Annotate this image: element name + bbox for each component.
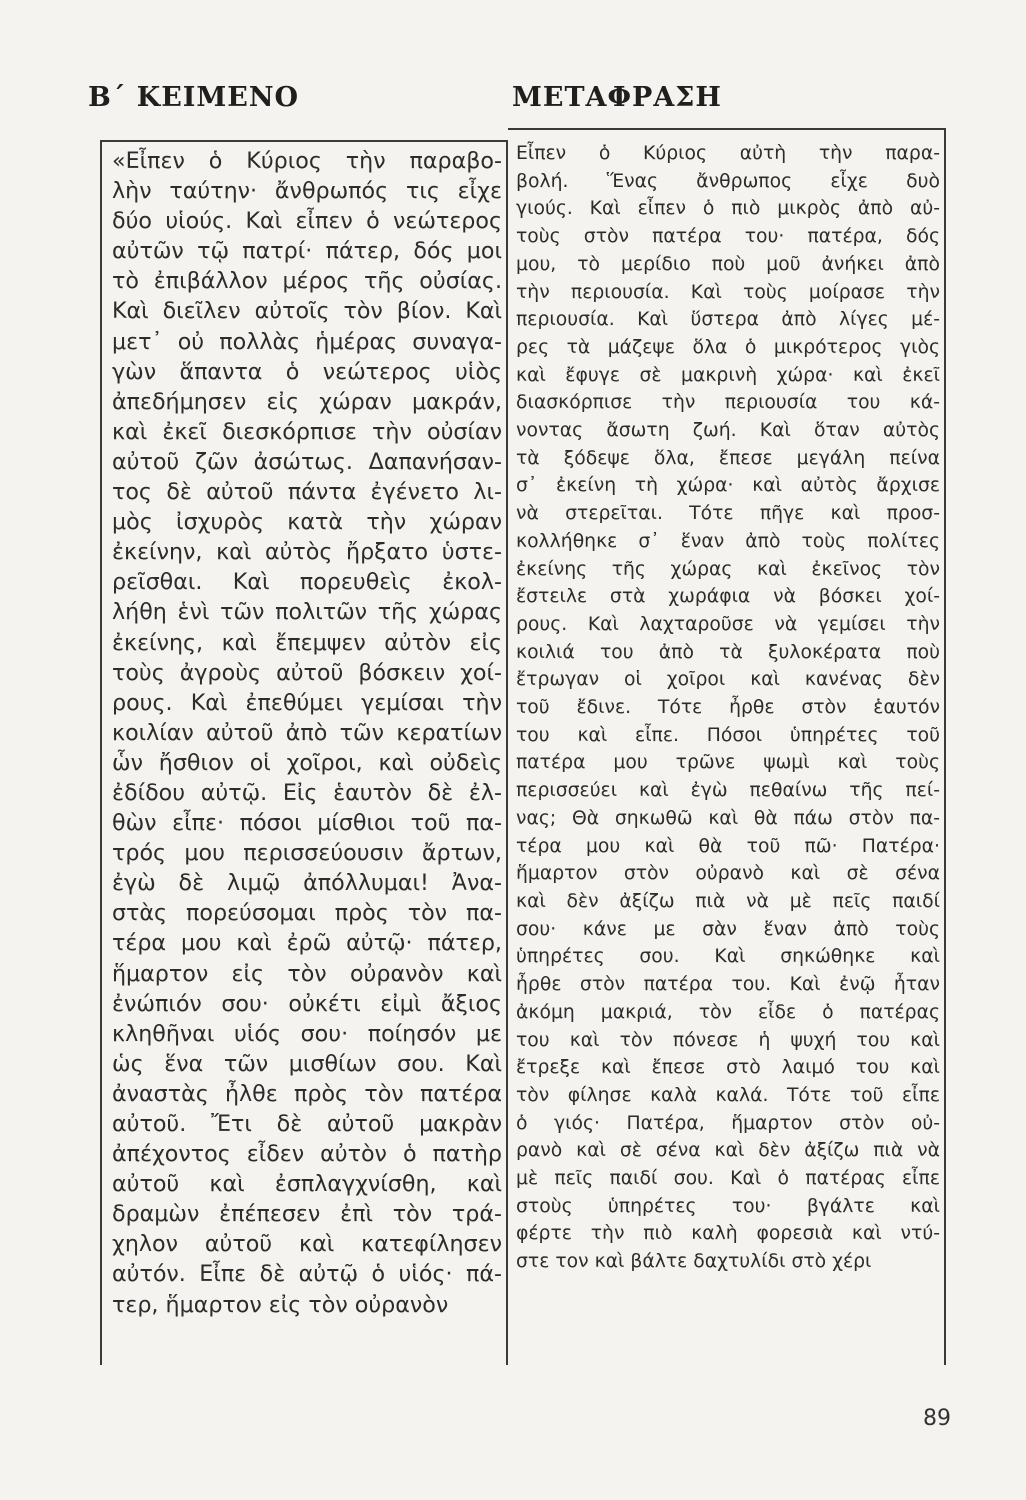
translation-line: φέρτε τὴν πιὸ καλὴ φορεσιὰ καὶ ντύ- bbox=[516, 1223, 940, 1245]
translation-line: σου· κάνε με σὰν ἕναν ἀπὸ τοὺς bbox=[516, 918, 940, 940]
original-text-line: Καὶ διεῖλεν αὐτοῖς τὸν βίον. Καὶ bbox=[112, 298, 502, 325]
original-text-line: λὴν ταύτην· ἄνθρωπός τις εἶχε bbox=[112, 178, 502, 205]
original-text-line: ἀπέχοντος εἶδεν αὐτὸν ὁ πατὴρ bbox=[112, 1141, 502, 1168]
original-text-line: αὐτοῦ καὶ ἐσπλαγχνίσθη, καὶ bbox=[112, 1171, 502, 1198]
translation-line: ὁ γιός· Πατέρα, ἥμαρτον στὸν οὐ- bbox=[516, 1112, 940, 1134]
original-text-line: γὼν ἅπαντα ὁ νεώτερος υἱὸς bbox=[112, 358, 502, 385]
translation-line: ἔτρωγαν οἱ χοῖροι καὶ κανένας δὲν bbox=[516, 669, 940, 691]
translation-line: πατέρα μου τρῶνε ψωμὶ καὶ τοὺς bbox=[516, 752, 940, 774]
translation-line: ἔτρεξε καὶ ἔπεσε στὸ λαιμό του καὶ bbox=[516, 1057, 940, 1079]
original-text-line: ἐκείνης, καὶ ἔπεμψεν αὐτὸν εἰς bbox=[112, 629, 502, 656]
original-text-line: τέρα μου καὶ ἐρῶ αὐτῷ· πάτερ, bbox=[112, 930, 502, 957]
translation-line: τὴν περιουσία. Καὶ τοὺς μοίρασε τὴν bbox=[516, 281, 940, 303]
original-text-line: χηλον αὐτοῦ καὶ κατεφίλησεν bbox=[112, 1231, 502, 1258]
original-text-line: κληθῆναι υἱός σου· ποίησόν με bbox=[112, 1020, 502, 1047]
translation-line: ρες τὰ μάζεψε ὅλα ὁ μικρότερος γιὸς bbox=[516, 336, 940, 358]
translation-line: ἐκείνης τῆς χώρας καὶ ἐκεῖνος τὸν bbox=[516, 558, 940, 580]
original-text-line: καὶ ἐκεῖ διεσκόρπισε τὴν οὐσίαν bbox=[112, 418, 502, 445]
original-text-line: ρεῖσθαι. Καὶ πορευθεὶς ἐκολ- bbox=[112, 569, 502, 596]
original-text-line: τρός μου περισσεύουσιν ἄρτων, bbox=[112, 840, 502, 867]
original-text-heading: Β΄ ΚΕΙΜΕΝΟ bbox=[88, 82, 300, 113]
original-text-line: δύο υἱούς. Καὶ εἶπεν ὁ νεώτερος bbox=[112, 208, 502, 235]
translation-line: του καὶ τὸν πόνεσε ἡ ψυχή του καὶ bbox=[516, 1029, 940, 1051]
translation-line: νοντας ἄσωτη ζωή. Καὶ ὅταν αὐτὸς bbox=[516, 420, 940, 442]
original-text-line: κοιλίαν αὐτοῦ ἀπὸ τῶν κερατίων bbox=[112, 719, 502, 746]
translation-line: νας; Θὰ σηκωθῶ καὶ θὰ πάω στὸν πα- bbox=[516, 807, 940, 829]
translation-heading: ΜΕΤΑΦΡΑΣΗ bbox=[512, 82, 722, 113]
original-text-line: ἥμαρτον εἰς τὸν οὐρανὸν καὶ bbox=[112, 960, 502, 987]
original-text-line: «Εἶπεν ὁ Κύριος τὴν παραβο- bbox=[112, 148, 502, 174]
translation-line: γιούς. Καὶ εἶπεν ὁ πιὸ μικρὸς ἀπὸ αὐ- bbox=[516, 198, 940, 220]
translation-line: τὰ ξόδεψε ὅλα, ἔπεσε μεγάλη πείνα bbox=[516, 447, 940, 469]
translation-line: τοῦ ἔδινε. Τότε ἦρθε στὸν ἑαυτόν bbox=[516, 697, 940, 719]
original-text-line: ἀπεδήμησεν εἰς χώραν μακράν, bbox=[112, 388, 502, 415]
translation-line: περιουσία. Καὶ ὕστερα ἀπὸ λίγες μέ- bbox=[516, 309, 940, 331]
translation-line: κοιλιά του ἀπὸ τὰ ξυλοκέρατα ποὺ bbox=[516, 641, 940, 663]
translation-line: τέρα μου καὶ θὰ τοῦ πῶ· Πατέρα· bbox=[516, 835, 940, 857]
translation-line: στοὺς ὑπηρέτες του· βγάλτε καὶ bbox=[516, 1195, 940, 1217]
original-text-line: τερ, ἥμαρτον εἰς τὸν οὐρανὸν bbox=[112, 1291, 449, 1318]
translation-line: μου, τὸ μερίδιο ποὺ μοῦ ἀνήκει ἀπὸ bbox=[516, 253, 940, 275]
original-text-line: ἐνώπιόν σου· οὐκέτι εἰμὶ ἄξιος bbox=[112, 990, 502, 1017]
translation-line: νὰ στερεῖται. Τότε πῆγε καὶ προσ- bbox=[516, 503, 940, 525]
original-text-line: θὼν εἶπε· πόσοι μίσθιοι τοῦ πα- bbox=[112, 810, 502, 837]
original-text-column bbox=[112, 146, 502, 1320]
translation-line: τὸν φίλησε καλὰ καλά. Τότε τοῦ εἶπε bbox=[516, 1084, 940, 1106]
original-text-line: στὰς πορεύσομαι πρὸς τὸν πα- bbox=[112, 900, 502, 927]
page-number: 89 bbox=[923, 1406, 951, 1431]
translation-line: ἔστειλε στὰ χωράφια νὰ βόσκει χοί- bbox=[516, 586, 940, 608]
translation-line: Εἶπεν ὁ Κύριος αὐτὴ τὴν παρα- bbox=[516, 143, 940, 164]
translation-line: ἥμαρτον στὸν οὐρανὸ καὶ σὲ σένα bbox=[516, 863, 940, 885]
translation-line: του καὶ εἶπε. Πόσοι ὑπηρέτες τοῦ bbox=[516, 724, 940, 746]
translation-line: καὶ δὲν ἀξίζω πιὰ νὰ μὲ πεῖς παιδί bbox=[516, 890, 940, 912]
translation-line: σ᾽ ἐκείνη τὴ χώρα· καὶ αὐτὸς ἄρχισε bbox=[516, 475, 940, 497]
translation-line: ρανὸ καὶ σὲ σένα καὶ δὲν ἀξίζω πιὰ νὰ bbox=[516, 1140, 940, 1162]
original-text-line: μὸς ἰσχυρὸς κατὰ τὴν χώραν bbox=[112, 509, 502, 536]
original-text-line: αὐτοῦ. Ἔτι δὲ αὐτοῦ μακρὰν bbox=[112, 1111, 502, 1137]
original-text-line: ἐκείνην, καὶ αὐτὸς ἤρξατο ὑστε- bbox=[112, 539, 502, 566]
original-text-line: αὐτῶν τῷ πατρί· πάτερ, δός μοι bbox=[112, 238, 502, 265]
original-text-line: ἀναστὰς ἦλθε πρὸς τὸν πατέρα bbox=[112, 1080, 502, 1107]
translation-line: καὶ ἔφυγε σὲ μακρινὴ χώρα· καὶ ἐκεῖ bbox=[516, 364, 940, 386]
translation-line: τοὺς στὸν πατέρα του· πατέρα, δός bbox=[516, 226, 940, 248]
translation-line: ὑπηρέτες σου. Καὶ σηκώθηκε καὶ bbox=[516, 946, 940, 968]
original-text-line: τοὺς ἀγροὺς αὐτοῦ βόσκειν χοί- bbox=[112, 659, 502, 686]
original-text-line: ἐγὼ δὲ λιμῷ ἀπόλλυμαι! Ἀνα- bbox=[112, 870, 502, 897]
original-text-line: ρους. Καὶ ἐπεθύμει γεμίσαι τὴν bbox=[112, 689, 502, 716]
translation-line: διασκόρπισε τὴν περιουσία του κά- bbox=[516, 392, 940, 414]
translation-column bbox=[516, 140, 940, 1276]
translation-line: βολή. Ἕνας ἄνθρωπος εἶχε δυὸ bbox=[516, 170, 940, 192]
translation-line: ἦρθε στὸν πατέρα του. Καὶ ἐνῷ ἦταν bbox=[516, 974, 940, 996]
original-text-line: λήθη ἑνὶ τῶν πολιτῶν τῆς χώρας bbox=[112, 599, 502, 626]
translation-line: ἀκόμη μακριά, τὸν εἶδε ὁ πατέρας bbox=[516, 1001, 940, 1023]
original-text-line: αὐτόν. Εἶπε δὲ αὐτῷ ὁ υἱός· πά- bbox=[112, 1261, 502, 1288]
translation-line: ρους. Καὶ λαχταροῦσε νὰ γεμίσει τὴν bbox=[516, 613, 940, 635]
original-text-line: ὧν ἤσθιον οἱ χοῖροι, καὶ οὐδεὶς bbox=[112, 749, 502, 776]
translation-line: στε τον καὶ βάλτε δαχτυλίδι στὸ χέρι bbox=[516, 1251, 872, 1273]
original-text-line: ὡς ἕνα τῶν μισθίων σου. Καὶ bbox=[112, 1050, 502, 1077]
translation-line: κολλήθηκε σ᾽ ἕναν ἀπὸ τοὺς πολίτες bbox=[516, 530, 940, 552]
translation-line: περισσεύει καὶ ἐγὼ πεθαίνω τῆς πεί- bbox=[516, 780, 940, 802]
original-text-line: αὐτοῦ ζῶν ἀσώτως. Δαπανήσαν- bbox=[112, 448, 502, 475]
original-text-line: τὸ ἐπιβάλλον μέρος τῆς οὐσίας. bbox=[112, 268, 502, 295]
original-text-line: δραμὼν ἐπέπεσεν ἐπὶ τὸν τρά- bbox=[112, 1201, 502, 1228]
translation-line: μὲ πεῖς παιδί σου. Καὶ ὁ πατέρας εἶπε bbox=[516, 1168, 940, 1190]
original-text-line: μετ᾽ οὐ πολλὰς ἡμέρας συναγα- bbox=[112, 328, 502, 355]
original-text-line: ἐδίδου αὐτῷ. Εἰς ἑαυτὸν δὲ ἐλ- bbox=[112, 779, 502, 806]
original-text-line: τος δὲ αὐτοῦ πάντα ἐγένετο λι- bbox=[112, 479, 502, 506]
